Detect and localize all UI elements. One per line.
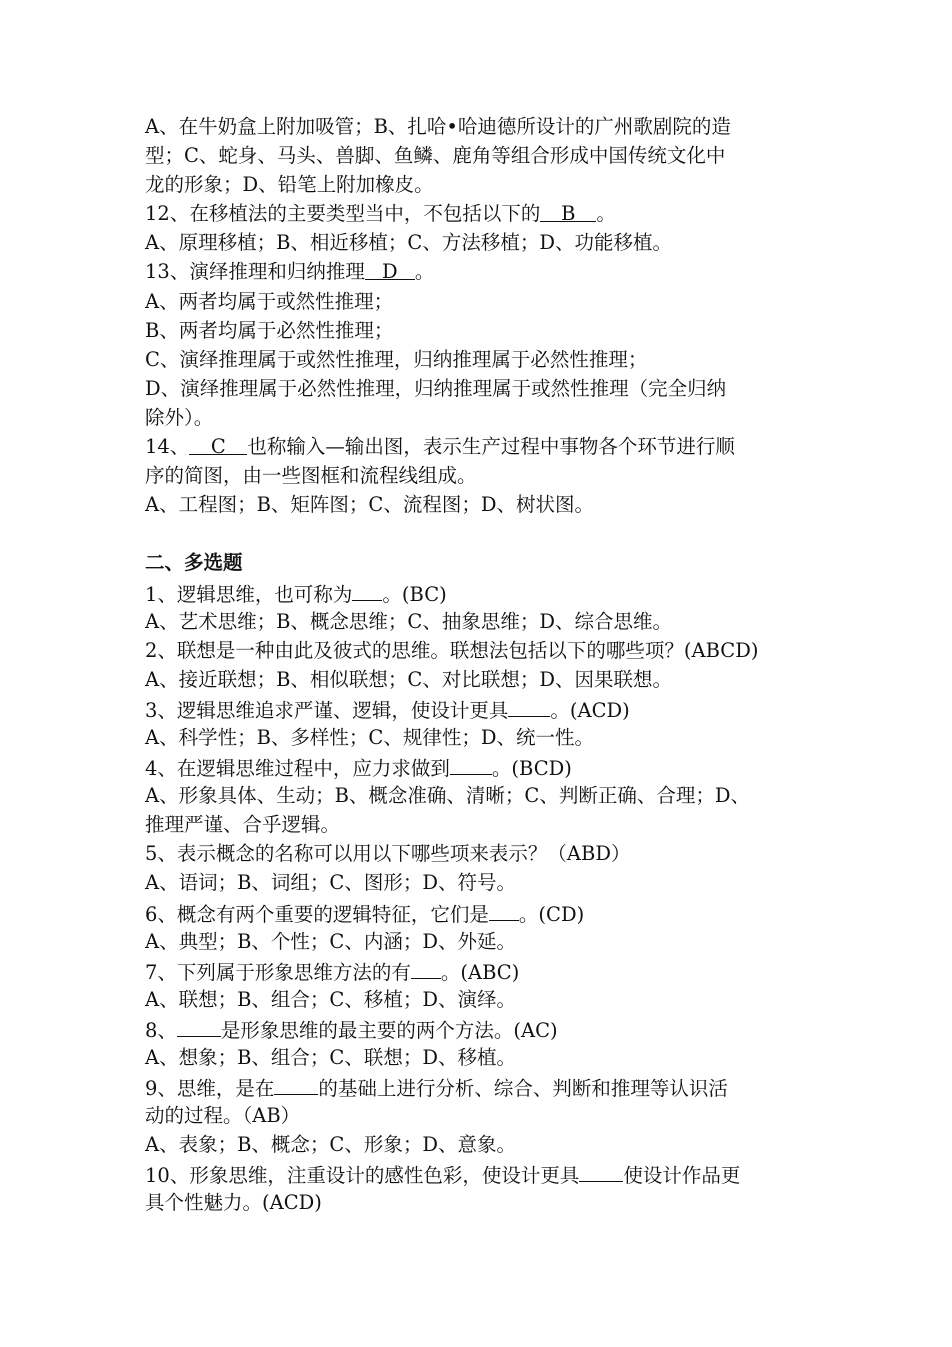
m6-options: A、典型；B、个性；C、内涵；D、外延。 [145, 929, 516, 953]
m3-blank [508, 694, 550, 717]
q14-question-cont: 序的简图，由一些图框和流程线组成。 [145, 464, 477, 488]
q12-answer-blank: B [540, 199, 596, 222]
m10-blank [579, 1159, 623, 1182]
m1-blank [352, 578, 382, 601]
q14-answer-blank: C [189, 432, 247, 455]
q13-answer-blank: D [365, 257, 415, 280]
q13-option-d-cont: 除外）。 [145, 405, 214, 429]
m1-options: A、艺术思维；B、概念思维；C、抽象思维；D、综合思维。 [145, 609, 672, 633]
m8-question: 8、 是形象思维的最主要的两个方法。(AC) [145, 1014, 825, 1043]
m8-blank [177, 1014, 221, 1037]
m2-question: 2、联想是一种由此及彼式的思维。联想法包括以下的哪些项？(ABCD) [145, 638, 759, 662]
q12-options: A、原理移植；B、相近移植；C、方法移植；D、功能移植。 [145, 231, 672, 255]
q13-option-b: B、两者均属于必然性推理； [145, 318, 394, 342]
m5-question: 5、表示概念的名称可以用以下哪些项来表示？（ABD） [145, 842, 631, 866]
m9-options: A、表象；B、概念；C、形象；D、意象。 [145, 1133, 516, 1157]
m4-options-line-2: 推理严谨、合乎逻辑。 [145, 813, 341, 837]
m6-blank [489, 898, 519, 921]
m4-options-line-1: A、形象具体、生动；B、概念准确、清晰；C、判断正确、合理；D、 [145, 784, 750, 808]
m10-question: 10、形象思维，注重设计的感性色彩，使设计更具 使设计作品更 [145, 1159, 825, 1188]
q13-option-c: C、演绎推理属于或然性推理，归纳推理属于必然性推理； [145, 347, 648, 371]
m2-options: A、接近联想；B、相似联想；C、对比联想；D、因果联想。 [145, 667, 672, 691]
m5-options: A、语词；B、词组；C、图形；D、符号。 [145, 871, 516, 895]
q14-question: 14、 C 也称输入—输出图，表示生产过程中事物各个环节进行顺 [145, 432, 825, 461]
m7-question: 7、下列属于形象思维方法的有 。(ABC) [145, 956, 825, 985]
m4-blank [450, 752, 492, 775]
m4-question: 4、在逻辑思维过程中，应力求做到 。(BCD) [145, 752, 825, 781]
m1-question: 1、逻辑思维，也可称为 。(BC) [145, 578, 825, 607]
m3-question: 3、逻辑思维追求严谨、逻辑，使设计更具 。(ACD) [145, 694, 825, 723]
section-heading: 二、多选题 [145, 551, 243, 575]
document-page [145, 112, 825, 1218]
q11-options-line-2: 型；C、蛇身、马头、兽脚、鱼鳞、鹿角等组合形成中国传统文化中 [145, 144, 726, 168]
q13-option-d: D、演绎推理属于必然性推理，归纳推理属于或然性推理（完全归纳 [145, 376, 727, 400]
m6-question: 6、概念有两个重要的逻辑特征，它们是 。(CD) [145, 898, 825, 927]
m9-blank [274, 1072, 318, 1095]
q14-options: A、工程图；B、矩阵图；C、流程图；D、树状图。 [145, 493, 594, 517]
m7-blank [411, 956, 441, 979]
m7-options: A、联想；B、组合；C、移植；D、演绎。 [145, 987, 516, 1011]
q13-question: 13、演绎推理和归纳推理 D 。 [145, 257, 825, 286]
m8-options: A、想象；B、组合；C、联想；D、移植。 [145, 1046, 516, 1069]
q11-options-line-1: A、在牛奶盒上附加吸管；B、扎哈•哈迪德所设计的广州歌剧院的造 [145, 115, 731, 138]
m3-options: A、科学性；B、多样性；C、规律性；D、统一性。 [145, 725, 594, 749]
q11-options-line-3: 龙的形象；D、铅笔上附加橡皮。 [145, 173, 434, 197]
m9-question: 9、思维，是在 的基础上进行分析、综合、判断和推理等认识活 [145, 1072, 825, 1101]
section-gap [145, 519, 825, 548]
m10-question-cont: 具个性魅力。(ACD) [145, 1191, 322, 1215]
m9-question-cont: 动的过程。（AB） [145, 1104, 301, 1128]
q12-question: 12、在移植法的主要类型当中，不包括以下的 B 。 [145, 199, 825, 228]
q13-option-a: A、两者均属于或然性推理； [145, 289, 394, 313]
